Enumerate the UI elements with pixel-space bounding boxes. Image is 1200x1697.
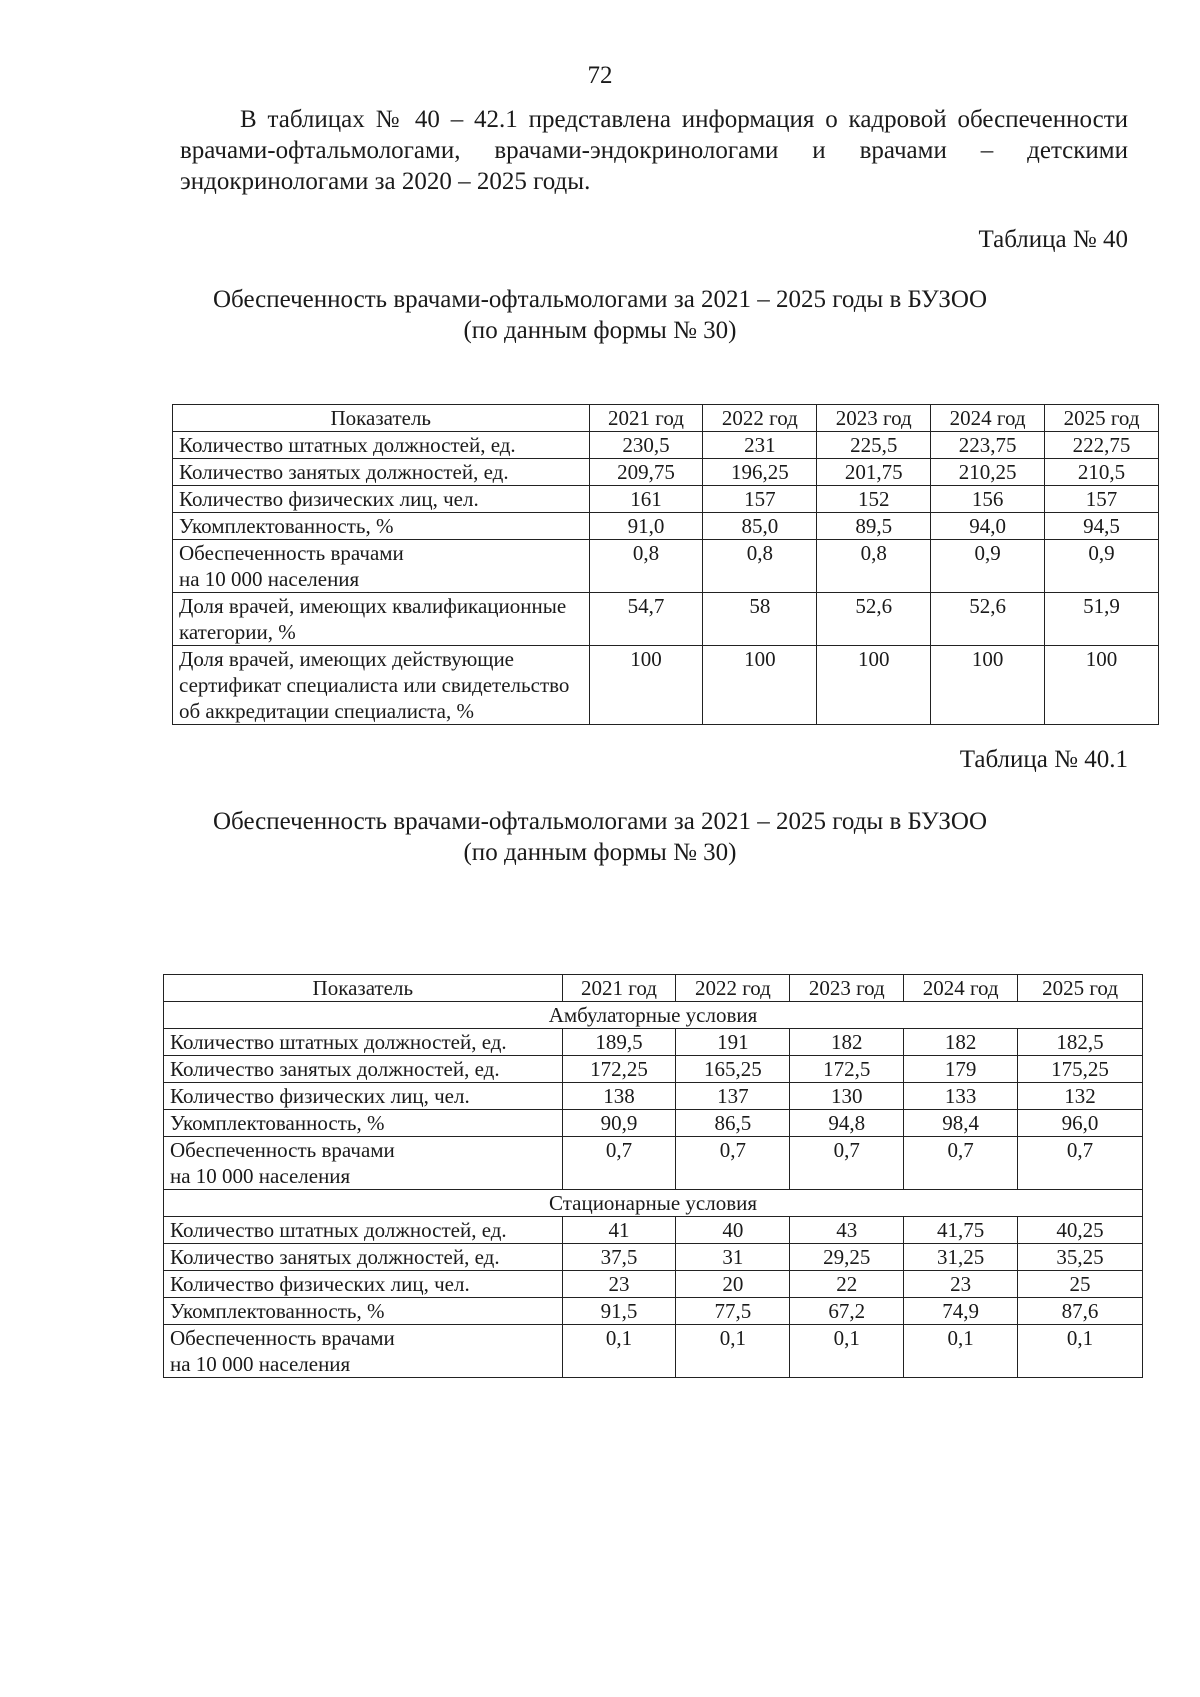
table-row	[164, 1271, 1143, 1298]
value-cell: 23	[904, 1271, 1018, 1298]
value-cell: 25	[1018, 1271, 1143, 1298]
value-cell: 100	[817, 646, 931, 725]
value-cell: 31,25	[904, 1244, 1018, 1271]
header-year-2023: 2023 год	[790, 975, 904, 1002]
value-cell: 231	[703, 432, 817, 459]
value-cell: 86,5	[676, 1110, 790, 1137]
value-cell: 0,9	[1045, 540, 1159, 593]
value-cell: 130	[790, 1083, 904, 1110]
table-40-1-title-line1: Обеспеченность врачами-офтальмологами за 2021 – 2025 годы в БУЗОО	[213, 808, 987, 835]
intro-paragraph: В таблицах № 40 – 42.1 представлена информация о кадровой обеспеченности врачами-офтальмологами, врачами-эндокринологами и врачами – детскими эндокринологами за 2020 – 2025 годы.	[180, 106, 1128, 195]
value-cell: 0,1	[1018, 1325, 1143, 1378]
table-row	[164, 1110, 1143, 1137]
value-cell: 196,25	[703, 459, 817, 486]
value-cell: 138	[562, 1083, 676, 1110]
value-cell: 85,0	[703, 513, 817, 540]
value-cell: 0,1	[904, 1325, 1018, 1378]
value-cell: 133	[904, 1083, 1018, 1110]
page-number: 72	[587, 62, 613, 89]
indicator-cell: Количество физических лиц, чел.	[173, 486, 590, 513]
value-cell: 182	[904, 1029, 1018, 1056]
value-cell: 182,5	[1018, 1029, 1143, 1056]
value-cell: 175,25	[1018, 1056, 1143, 1083]
indicator-cell: Обеспеченность врачами на 10 000 населения	[164, 1325, 563, 1378]
table-row	[164, 1298, 1143, 1325]
value-cell: 94,0	[931, 513, 1045, 540]
value-cell: 98,4	[904, 1110, 1018, 1137]
value-cell: 0,7	[676, 1137, 790, 1190]
value-cell: 179	[904, 1056, 1018, 1083]
value-cell: 209,75	[589, 459, 703, 486]
value-cell: 0,8	[817, 540, 931, 593]
value-cell: 58	[703, 593, 817, 646]
value-cell: 74,9	[904, 1298, 1018, 1325]
indicator-cell: Количество занятых должностей, ед.	[173, 459, 590, 486]
value-cell: 0,8	[589, 540, 703, 593]
value-cell: 191	[676, 1029, 790, 1056]
indicator-cell: Доля врачей, имеющих квалификационные категории, %	[173, 593, 590, 646]
value-cell: 0,9	[931, 540, 1045, 593]
section-title: Стационарные условия	[164, 1190, 1143, 1217]
indicator-cell: Доля врачей, имеющих действующие сертификат специалиста или свидетельство об аккредитации специалиста, %	[173, 646, 590, 725]
value-cell: 161	[589, 486, 703, 513]
header-indicator: Показатель	[164, 975, 563, 1002]
indicator-cell: Укомплектованность, %	[164, 1110, 563, 1137]
indicator-cell: Обеспеченность врачами на 10 000 населения	[164, 1137, 563, 1190]
value-cell: 182	[790, 1029, 904, 1056]
value-cell: 91,0	[589, 513, 703, 540]
indicator-cell: Количество штатных должностей, ед.	[164, 1029, 563, 1056]
value-cell: 41,75	[904, 1217, 1018, 1244]
value-cell: 96,0	[1018, 1110, 1143, 1137]
table-row	[164, 1137, 1143, 1190]
value-cell: 54,7	[589, 593, 703, 646]
value-cell: 20	[676, 1271, 790, 1298]
section-row	[164, 1190, 1143, 1217]
header-year-2024: 2024 год	[931, 405, 1045, 432]
value-cell: 67,2	[790, 1298, 904, 1325]
table-row	[173, 432, 1159, 459]
value-cell: 0,1	[676, 1325, 790, 1378]
header-indicator: Показатель	[173, 405, 590, 432]
value-cell: 156	[931, 486, 1045, 513]
header-year-2024: 2024 год	[904, 975, 1018, 1002]
table-row	[164, 1056, 1143, 1083]
value-cell: 100	[1045, 646, 1159, 725]
header-year-2025: 2025 год	[1018, 975, 1143, 1002]
value-cell: 0,7	[904, 1137, 1018, 1190]
indicator-cell: Количество занятых должностей, ед.	[164, 1244, 563, 1271]
table-40-title-line1: Обеспеченность врачами-офтальмологами за 2021 – 2025 годы в БУЗОО	[213, 286, 987, 313]
value-cell: 201,75	[817, 459, 931, 486]
value-cell: 91,5	[562, 1298, 676, 1325]
value-cell: 210,25	[931, 459, 1045, 486]
table-row	[173, 593, 1159, 646]
value-cell: 210,5	[1045, 459, 1159, 486]
value-cell: 100	[589, 646, 703, 725]
value-cell: 157	[703, 486, 817, 513]
table-row	[164, 1083, 1143, 1110]
value-cell: 37,5	[562, 1244, 676, 1271]
value-cell: 100	[931, 646, 1045, 725]
value-cell: 0,1	[562, 1325, 676, 1378]
value-cell: 31	[676, 1244, 790, 1271]
indicator-cell: Количество занятых должностей, ед.	[164, 1056, 563, 1083]
table-40-1-title	[0, 806, 1200, 868]
value-cell: 230,5	[589, 432, 703, 459]
table-row	[164, 1029, 1143, 1056]
table-row	[164, 1217, 1143, 1244]
section-row	[164, 1002, 1143, 1029]
value-cell: 189,5	[562, 1029, 676, 1056]
value-cell: 22	[790, 1271, 904, 1298]
value-cell: 152	[817, 486, 931, 513]
value-cell: 0,1	[790, 1325, 904, 1378]
table-row	[164, 1244, 1143, 1271]
section-title: Амбулаторные условия	[164, 1002, 1143, 1029]
value-cell: 52,6	[931, 593, 1045, 646]
value-cell: 165,25	[676, 1056, 790, 1083]
header-year-2025: 2025 год	[1045, 405, 1159, 432]
table-row	[164, 1325, 1143, 1378]
value-cell: 223,75	[931, 432, 1045, 459]
value-cell: 0,7	[562, 1137, 676, 1190]
value-cell: 172,25	[562, 1056, 676, 1083]
value-cell: 157	[1045, 486, 1159, 513]
value-cell: 90,9	[562, 1110, 676, 1137]
value-cell: 77,5	[676, 1298, 790, 1325]
table-row	[173, 459, 1159, 486]
value-cell: 23	[562, 1271, 676, 1298]
table-40-1-title-line2: (по данным формы № 30)	[463, 839, 737, 866]
value-cell: 29,25	[790, 1244, 904, 1271]
table-40-1-label: Таблица № 40.1	[959, 746, 1128, 773]
table-40-title	[0, 284, 1200, 346]
indicator-cell: Обеспеченность врачами на 10 000 населения	[173, 540, 590, 593]
table-40-1	[163, 974, 1143, 1378]
value-cell: 43	[790, 1217, 904, 1244]
value-cell: 137	[676, 1083, 790, 1110]
header-year-2021: 2021 год	[589, 405, 703, 432]
table-40	[172, 404, 1159, 725]
indicator-cell: Количество физических лиц, чел.	[164, 1083, 563, 1110]
table-row	[173, 486, 1159, 513]
value-cell: 172,5	[790, 1056, 904, 1083]
table-40-body	[173, 432, 1159, 725]
value-cell: 89,5	[817, 513, 931, 540]
value-cell: 94,5	[1045, 513, 1159, 540]
value-cell: 100	[703, 646, 817, 725]
value-cell: 40	[676, 1217, 790, 1244]
value-cell: 94,8	[790, 1110, 904, 1137]
table-40-1-body	[164, 1002, 1143, 1378]
indicator-cell: Количество физических лиц, чел.	[164, 1271, 563, 1298]
value-cell: 0,7	[1018, 1137, 1143, 1190]
indicator-cell: Количество штатных должностей, ед.	[164, 1217, 563, 1244]
value-cell: 51,9	[1045, 593, 1159, 646]
table-40-label: Таблица № 40	[978, 226, 1128, 253]
value-cell: 35,25	[1018, 1244, 1143, 1271]
value-cell: 41	[562, 1217, 676, 1244]
value-cell: 225,5	[817, 432, 931, 459]
header-year-2022: 2022 год	[703, 405, 817, 432]
table-40-title-line2: (по данным формы № 30)	[463, 317, 737, 344]
table-row	[173, 513, 1159, 540]
value-cell: 222,75	[1045, 432, 1159, 459]
value-cell: 0,7	[790, 1137, 904, 1190]
table-row	[173, 646, 1159, 725]
value-cell: 0,8	[703, 540, 817, 593]
table-row	[173, 540, 1159, 593]
header-year-2023: 2023 год	[817, 405, 931, 432]
table-40-header-row	[173, 405, 1159, 432]
value-cell: 52,6	[817, 593, 931, 646]
header-year-2022: 2022 год	[676, 975, 790, 1002]
indicator-cell: Количество штатных должностей, ед.	[173, 432, 590, 459]
value-cell: 87,6	[1018, 1298, 1143, 1325]
indicator-cell: Укомплектованность, %	[173, 513, 590, 540]
table-40-1-header-row	[164, 975, 1143, 1002]
value-cell: 40,25	[1018, 1217, 1143, 1244]
header-year-2021: 2021 год	[562, 975, 676, 1002]
indicator-cell: Укомплектованность, %	[164, 1298, 563, 1325]
value-cell: 132	[1018, 1083, 1143, 1110]
